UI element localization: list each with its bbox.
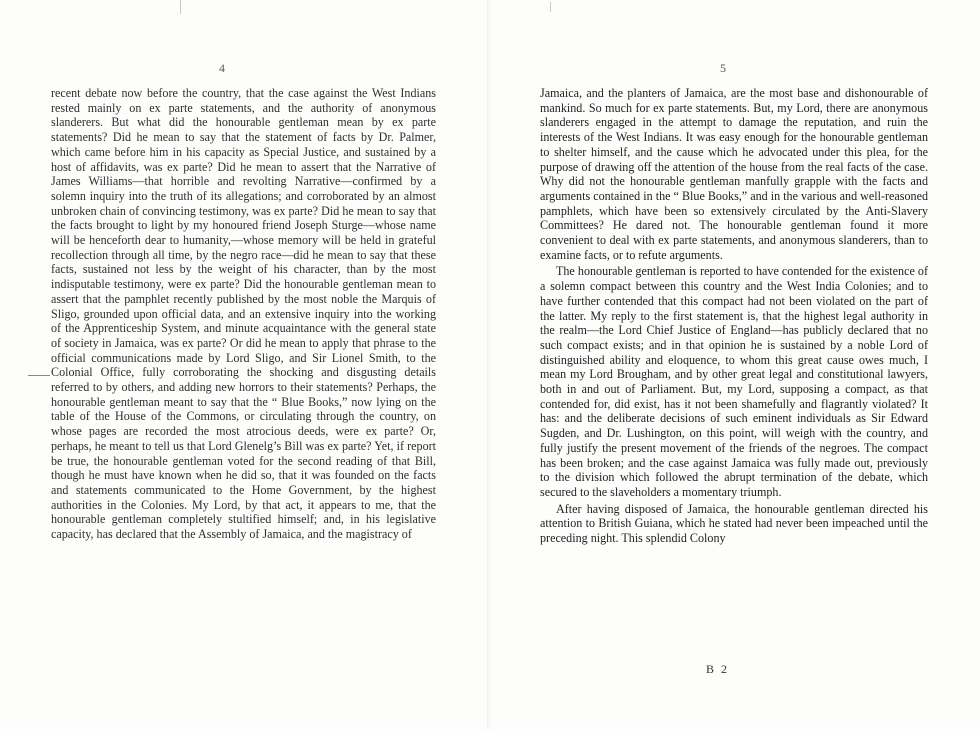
page-number: 5: [720, 61, 727, 75]
page-body-text: [51, 86, 436, 542]
paragraph: Jamaica, and the planters of Jamaica, are the most base and dishonourable of mankind. So much for ex parte statements. But, my Lord, there are anonymous slanderers engaged in the attempt to damage the reputation, and ruin the interests of the West Indians. It was easy enough for the honourable gentleman to shelter himself, and the cause which he advocated under this plea, for the purpose of drawing off the attention of the house from the real facts of the case. Why did not the honourable gentleman manfully grapple with the facts and arguments contained in the “ Blue Books,” and in the various and well-reasoned pamphlets, which have been so extensively circulated by the Anti-Slavery Committees? He dared not. The honourable gentleman found it more convenient to deal with ex parte statements, and anonymous slanderers, than to examine facts, or to refute arguments.: [540, 86, 928, 262]
page-body-text: [540, 86, 928, 546]
right-page: [490, 0, 980, 729]
paragraph: After having disposed of Jamaica, the honourable gentleman directed his attention to British Guiana, which he stated had never been impeached until the preceding night. This splendid Colony: [540, 501, 928, 546]
paragraph: The honourable gentleman is reported to have contended for the existence of a solemn compact between this country and the West India Colonies; and to have further contended that this compact had not been violated on the part of the latter. My reply to the first statement is, that the highest legal authority in the realm—the Lord Chief Justice of England—has publicly declared that no such compact exists; and in that opinion he is sustained by a noble Lord of distinguished ability and eloquence, to whom this great cause owes much, I mean my Lord Brougham, and by other great legal and constitutional lawyers, both in and out of Parliament. But, my Lord, supposing a compact, as that contended for, did exist, has it not been shamefully and flagrantly violated? It has: and the deliberate decisions of such eminent individuals as Sir Edward Sugden, and Dr. Lushington, on this point, will weigh with the country, and fully justify the present movement of the friends of the negroes. The compact has been broken; and the case against Jamaica was fully made out, previously to the division which followed the abrupt termination of the debate, which secured to the slaveholders a momentary triumph.: [540, 264, 928, 499]
paragraph: recent debate now before the country, that the case against the West Indians rested mainly on ex parte statements, and the authority of anonymous slanderers. But what did the honourable gentleman mean by ex parte statements? Did he mean to say that the statement of facts by Dr. Palmer, which came before him in his capacity as Special Justice, and sustained by a host of affidavits, was ex parte? Did he mean to assert that the Narrative of James Williams—that horrible and revolting Narrative—confirmed by a solemn inquiry into the truth of its allegations; and corroborated by an almost unbroken chain of convincing testimony, was ex parte? Did he mean to say that the facts brought to light by my honoured friend Joseph Sturge—whose name will be henceforth dear to humanity,—whose memory will be held in grateful recollection through all time, by the negro race—did he mean to say that these facts, sustained not less by the weight of his character, than by the most indisputable testimony, were ex parte? Did the honourable gentleman mean to assert that the pamphlet recently published by the most noble the Marquis of Sligo, grounded upon official data, and an extensive inquiry into the working of the Apprenticeship System, and minute acquaintance with the general state of society in Jamaica, was ex parte? Or did he mean to apply that phrase to the official communications made by Lord Sligo, and Sir Lionel Smith, to the Colonial Office, fully corroborating the shocking and disgusting details referred to by others, and adding new horrors to their statements? Perhaps, the honourable gentleman meant to say that the “ Blue Books,” now lying on the table of the House of the Commons, or circulating through the country, on whose pages are recorded the most atrocious deeds, were ex parte? Or, perhaps, he meant to tell us that Lord Glenelg’s Bill was ex parte? Yet, if report be true, the honourable gentleman voted for the second reading of that Bill, though he must have known when he did so, that it was founded on the facts and statements communicated to the Home Government, by the highest authorities in the Colonies. My Lord, by that act, it appears to me, that the honourable gentleman completely stultified himself; and, in his legislative capacity, has declared that the Assembly of Jamaica, and the magistracy of: [51, 86, 436, 542]
page-number: 4: [219, 61, 226, 75]
printer-signature-mark: B 2: [706, 662, 730, 676]
left-page: [0, 0, 488, 729]
